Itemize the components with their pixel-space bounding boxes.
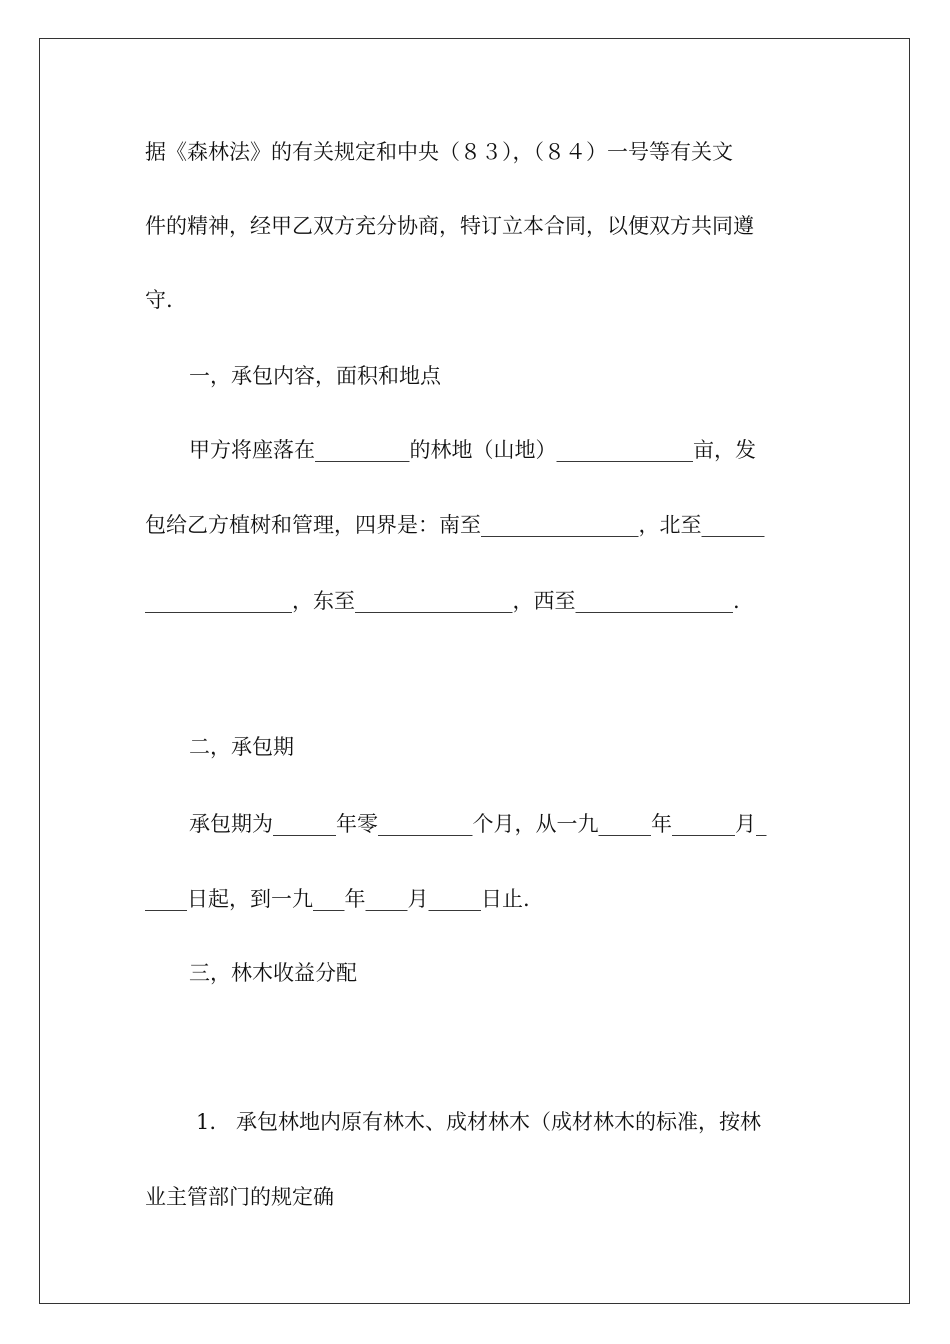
body-text-line: 甲方将座落在_________的林地（山地）_____________亩，发 <box>189 438 756 462</box>
body-text-line: 承包期为______年零_________个月，从一九_____年______月_ <box>189 812 767 836</box>
body-text-line: ____日起，到一九___年____月_____日止. <box>145 887 530 911</box>
body-text-line: 守. <box>145 288 173 312</box>
section-heading-3: 三，林木收益分配 <box>189 961 357 985</box>
numbered-item-1: 1. 承包林地内原有林木、成材林木（成材林木的标准，按林 <box>196 1110 762 1134</box>
body-text-line: 包给乙方植树和管理，四界是：南至_______________，北至______ <box>145 513 765 537</box>
section-heading-1: 一，承包内容，面积和地点 <box>189 364 441 388</box>
section-heading-2: 二，承包期 <box>189 735 294 759</box>
body-text-line: 件的精神，经甲乙双方充分协商，特订立本合同，以便双方共同遵 <box>145 214 754 238</box>
body-text-line: 据《森林法》的有关规定和中央（８３），（８４）一号等有关文 <box>145 140 733 164</box>
body-text-line: 业主管部门的规定确 <box>145 1185 334 1209</box>
body-text-line: ______________，东至_______________，西至_______________. <box>145 589 740 613</box>
